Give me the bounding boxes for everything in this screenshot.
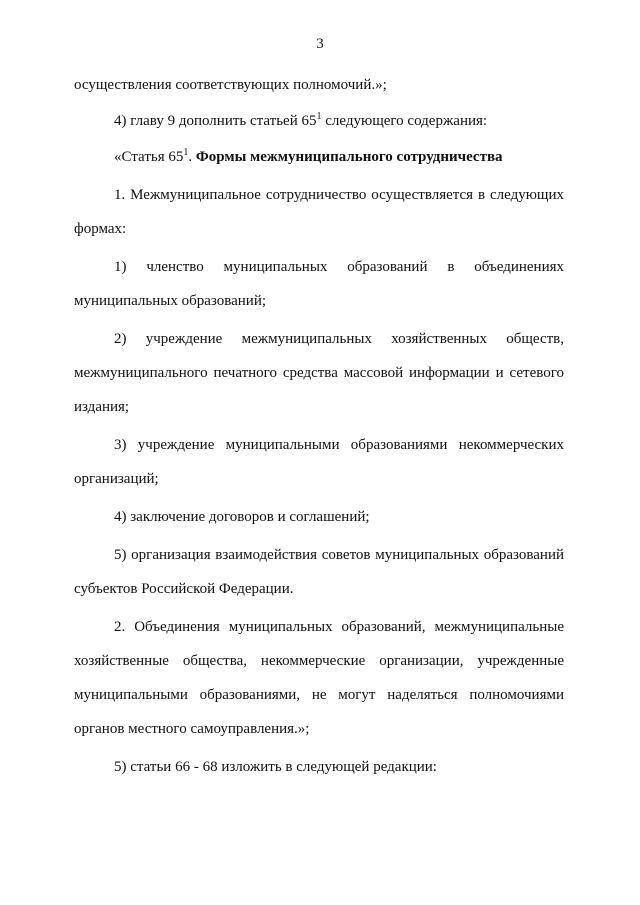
superscript: 1 — [316, 111, 322, 122]
article-heading — [74, 140, 564, 174]
article-title: Формы межмуниципального сотрудничества — [195, 149, 503, 165]
paragraph-amendment-4 — [74, 104, 564, 138]
list-item-5: 5) организация взаимодействия советов муниципальных образований субъектов Российской Федерации. — [74, 547, 564, 597]
list-item-3: 3) учреждение муниципальными образованиями некоммерческих организаций; — [74, 437, 564, 487]
article-label: «Статья 65 — [114, 149, 184, 165]
superscript: 1 — [183, 147, 189, 158]
paragraph-item-1: 1. Межмуниципальное сотрудничество осуществляется в следующих формах: — [74, 187, 564, 237]
paragraph-continuation: осуществления соответствующих полномочий.»; — [74, 77, 387, 93]
paragraph-item-2: 2. Объединения муниципальных образований, межмуниципальные хозяйственные общества, некоммерческие организации, учрежденные муниципальными образованиями, не могут наделяться полномочиями органов местного самоуправления.»; — [74, 619, 564, 737]
article-dot: . — [188, 149, 196, 165]
list-item-2: 2) учреждение межмуниципальных хозяйственных обществ, межмуниципального печатного средства массовой информации и сетевого издания; — [74, 331, 564, 415]
amendment-4-text-end: следующего содержания: — [321, 113, 488, 129]
document-body — [74, 68, 564, 784]
page-number: 3 — [316, 36, 324, 52]
paragraph-amendment-5: 5) статьи 66 - 68 изложить в следующей редакции: — [114, 759, 437, 775]
amendment-4-text: 4) главу 9 дополнить статьей 65 — [114, 113, 317, 129]
list-item-1: 1) членство муниципальных образований в объединениях муниципальных образований; — [74, 259, 564, 309]
list-item-4: 4) заключение договоров и соглашений; — [114, 509, 370, 525]
